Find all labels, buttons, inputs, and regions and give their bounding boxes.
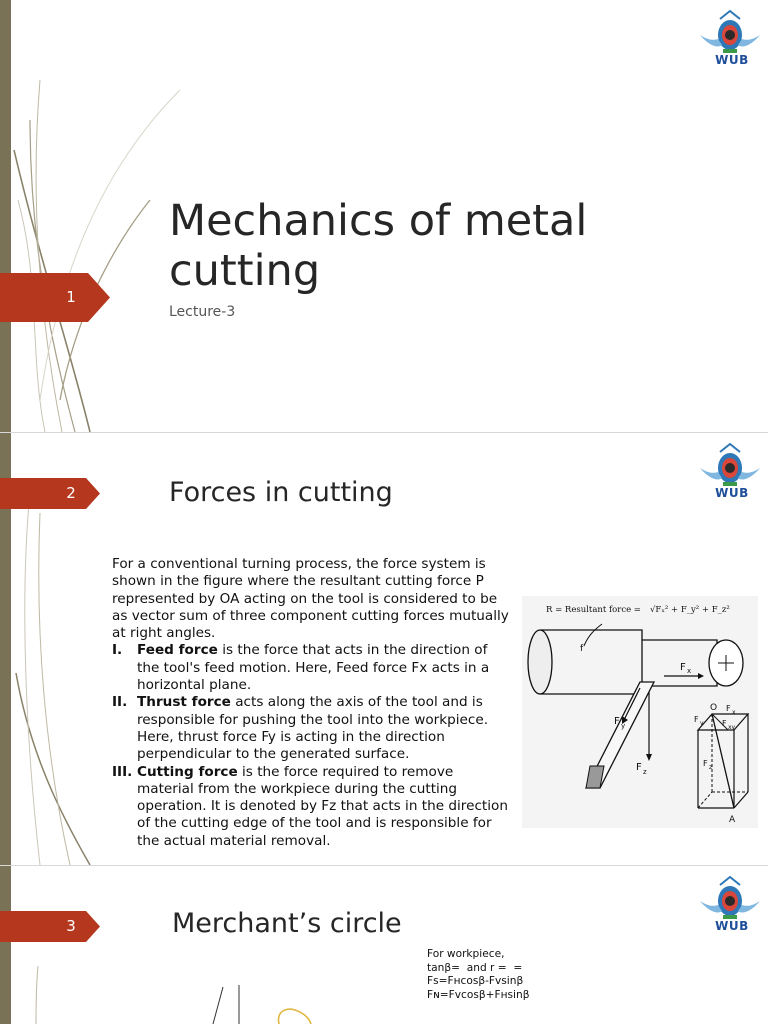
list-item	[112, 764, 512, 850]
slide-number-tag	[0, 478, 100, 509]
note-line: Fɴ=Fvcosβ+Fнsinβ	[427, 988, 530, 1001]
label-fz-sub: z	[643, 768, 647, 776]
list-marker: I.	[112, 642, 123, 659]
box-label-fz: F	[703, 759, 708, 768]
box-label-fxy: F	[722, 719, 727, 728]
list-marker: III.	[112, 763, 133, 780]
slide-number-tag	[0, 911, 100, 942]
subtitle: Lecture-3	[169, 304, 236, 320]
box-label-fz-sub: z	[709, 764, 713, 771]
merchant-circle-sketch	[205, 985, 325, 1024]
note-line: tanβ= and r = =	[427, 961, 523, 974]
slide-title: Merchant’s circle	[172, 908, 402, 939]
definition: is the force required to remove material from the workpiece during the cutting operation. It is denoted by Fz that acts in the direction of the cutting edge of the tool and is responsible for the actual material removal.	[137, 763, 508, 849]
wub-logo	[696, 871, 768, 935]
box-label-fx: F	[726, 704, 731, 713]
logo-text: WUB	[715, 919, 749, 933]
list-item	[112, 694, 512, 763]
label-fy-sub: y	[621, 722, 626, 730]
label-fx: F	[680, 662, 686, 673]
logo-text: WUB	[715, 53, 749, 67]
box-label-fx-sub: x	[732, 709, 736, 716]
label-fx-sub: x	[687, 667, 692, 675]
definition: is the force that acts in the direction of the tool's feed motion. Here, Feed force Fx acts in a horizontal plane.	[137, 642, 490, 694]
force-list	[112, 642, 512, 850]
label-o: O	[710, 703, 718, 713]
box-label-fy-sub: y	[700, 720, 704, 727]
slide-number: 3	[66, 917, 76, 935]
formula-label: R = Resultant force =	[546, 605, 641, 615]
wub-emblem-icon	[696, 5, 768, 55]
label-a: A	[729, 815, 736, 825]
intro-paragraph: For a conventional turning process, the force system is shown in the figure where the resultant cutting force P represented by OA acting on the tool is considered to be as vector sum of three component cutting forces mutually at right angles.	[112, 556, 509, 642]
list-item	[112, 642, 512, 694]
term: Feed force	[137, 642, 218, 659]
slide-3	[0, 866, 768, 1024]
note-line: Fs=Fнcosβ-Fvsinβ	[427, 975, 524, 988]
merchant-notes	[427, 948, 529, 1002]
list-marker: II.	[112, 694, 128, 711]
wub-logo	[696, 438, 768, 502]
term: Thrust force	[137, 694, 231, 711]
slide-1	[0, 0, 768, 432]
wub-logo	[696, 5, 768, 69]
slide-title: Forces in cutting	[169, 477, 393, 508]
decorative-curves	[0, 866, 120, 1024]
slide-number: 1	[66, 288, 76, 306]
figure-label-f: f	[580, 644, 584, 654]
cutting-force-figure	[522, 596, 758, 828]
logo-text: WUB	[715, 486, 749, 500]
box-label-fy: F	[694, 715, 699, 724]
note-line: For workpiece,	[427, 948, 505, 960]
label-fy: F	[614, 716, 620, 727]
definition: acts along the axis of the tool and is responsible for pushing the tool into the workpiece. Here, thrust force Fy is acting in the direction perpendicular to the generated surface.	[137, 694, 489, 763]
box-label-fxy-sub: xy	[728, 724, 736, 731]
label-fz: F	[636, 762, 642, 773]
wub-emblem-icon	[696, 871, 768, 921]
formula-expression: √Fₓ² + F_y² + F_z²	[650, 605, 730, 615]
page-title: Mechanics of metal cutting	[169, 196, 588, 296]
term: Cutting force	[137, 763, 238, 780]
slide-number: 2	[66, 484, 76, 502]
slide-number-tag	[0, 273, 110, 322]
forces-text	[112, 556, 512, 850]
wub-emblem-icon	[696, 438, 768, 488]
